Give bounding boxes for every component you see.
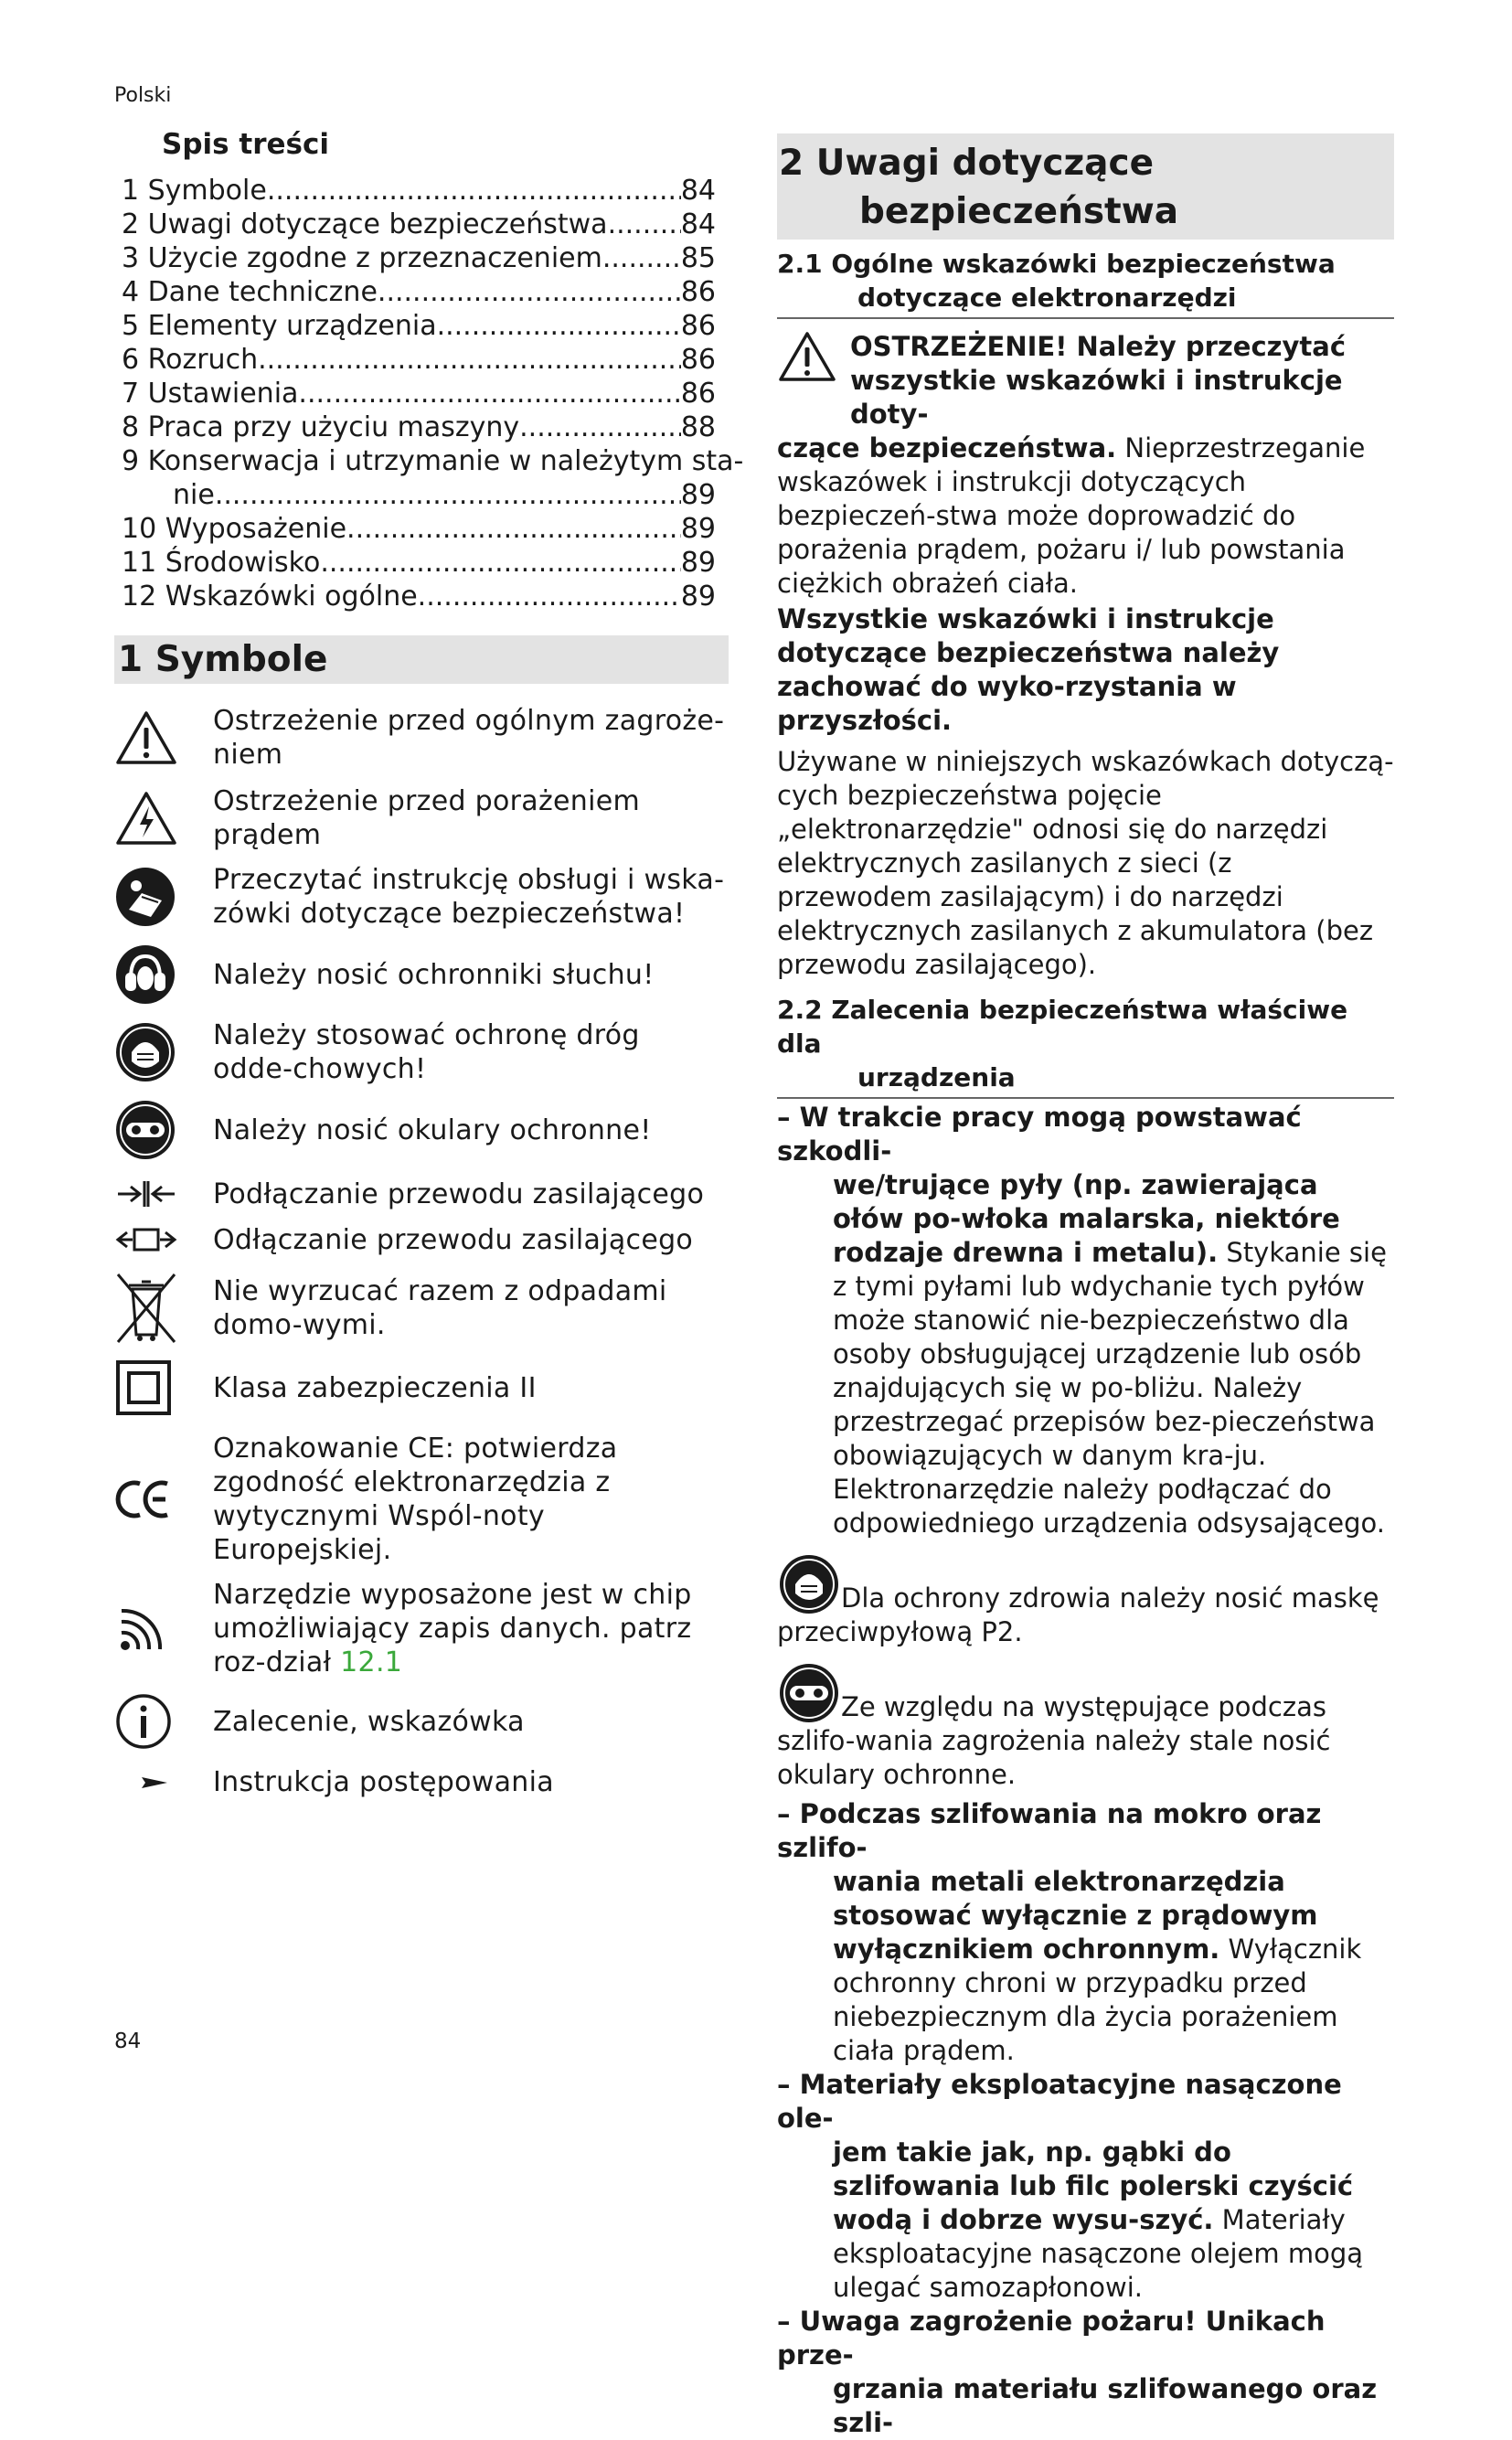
info-icon [114,1692,198,1751]
warning-triangle-icon [777,330,837,383]
toc-item [114,444,744,478]
toc-item-page: 86 [680,344,716,376]
chapter-reference-link[interactable]: 12.1 [340,1646,403,1678]
subheading-line: 2.1 Ogólne wskazówki bezpieczeństwa [777,249,1336,279]
toc-item-page: 89 [680,581,716,613]
toc-item [114,174,716,208]
toc-item-page: 86 [680,378,716,410]
bullet-bold: wania metali elektronarzędzia stosować wyłącznie z prądowym wyłącznikiem ochronnym. [833,1866,1318,1965]
mask-paragraph [777,1553,1394,1649]
symbol-description [213,1223,725,1257]
goggles-text: Ze względu na występujące podczas szlifo-wania zagrożenia należy stale nosić okulary ochronne. [777,1691,1331,1790]
rfid-chip-icon [114,1604,198,1655]
symbol-description [213,1765,725,1799]
toc-item [114,478,716,512]
symbol-item [114,1692,729,1751]
symbol-text: Zalecenie, wskazówka [213,1705,525,1738]
symbol-item [114,1221,729,1258]
toc-item-page: 88 [680,411,716,443]
section-heading-safety [777,133,1394,240]
symbol-list [114,704,729,1799]
toc-title: Spis treści [162,128,329,161]
warning-triangle-icon [114,709,198,766]
heading-line: bezpieczeństwa [859,191,1179,232]
keep-instructions: Wszystkie wskazówki i instrukcje dotyczące bezpieczeństwa należy zachować do wyko-rzystania w przyszłości. [777,603,1280,736]
toc-dot-leader [258,343,681,377]
toc-item-page: 84 [680,208,716,240]
page-number: 84 [114,2030,142,2053]
warning-text [777,432,1394,601]
symbol-description [213,1177,725,1211]
toc-item-page: 89 [680,547,716,579]
symbol-text: Oznakowanie CE: potwierdza zgodność elektronarzędzia z wytycznymi Wspól-noty Europejskiej. [213,1433,618,1566]
symbol-description [213,863,725,931]
symbol-text: Instrukcja postępowania [213,1766,554,1798]
toc-item-label: 5 Elementy urządzenia [122,310,437,342]
toc-dot-leader [346,512,681,546]
symbol-text: Przeczytać instrukcję obsługi i wska-zówki dotyczące bezpieczeństwa! [213,864,725,930]
toc-item-label: 3 Użycie zgodne z przeznaczeniem [122,242,602,274]
subheading-line: 2.2 Zalecenia bezpieczeństwa właściwe dla [777,995,1348,1059]
bullet-bold: – Materiały eksploatacyjne nasączone ole- [777,2069,1342,2134]
goggles-paragraph [777,1662,1394,1792]
toc-item [114,275,716,309]
toc-item-page: 89 [680,479,716,511]
bullet-oil-materials [777,2068,1394,2305]
subheading-line: dotyczące elektronarzędzi [857,282,1237,313]
bullet-fire-hazard [777,2305,1394,2440]
electric-shock-icon [114,790,198,847]
symbol-item [114,1578,729,1679]
symbol-description [213,784,725,852]
toc-item-page: 86 [680,276,716,308]
bullet-bold: jem takie jak, np. gąbki do szlifowania lub filc polerski czyścić wodą i dobrze wysu-szyć. [833,2136,1354,2235]
warning-text-part: Nieprzestrzeganie [1116,432,1366,463]
toc-item-label: 10 Wyposażenie [122,513,347,545]
symbol-text: Nie wyrzucać razem z odpadami domo-wymi. [213,1275,667,1341]
ce-mark-icon [114,1476,198,1522]
bullet-wet-grinding [777,1797,1394,2068]
warning-text-part: wskazówek i instrukcji dotyczących bezpieczeń-stwa może doprowadzić do porażenia prądem, pożaru i/ lub powstania ciężkich obrażeń ciała. [777,466,1346,599]
toc-dot-leader [437,309,681,343]
symbol-description [213,1113,725,1147]
toc-item-page: 84 [680,175,716,207]
bullet-bold: grzania materiału szlifowanego oraz szli- [833,2373,1378,2438]
toc-dot-leader [267,174,681,208]
bullet-bold: we/trujące pyły (np. zawierająca ołów po-włoka malarska, niektóre rodzaje drewna i metalu). [833,1169,1340,1268]
symbol-text: Odłączanie przewodu zasilającego [213,1223,694,1256]
toc-dot-leader [418,580,681,613]
toc-item-label: nie [173,479,215,511]
toc-item-label: 12 Wskazówki ogólne [122,581,418,613]
warning-line: OSTRZEŻENIE! Należy przeczytać [850,331,1347,362]
symbol-text: Podłączanie przewodu zasilającego [213,1177,705,1210]
section-heading-symbols: 1 Symbole [114,635,729,684]
definition-paragraph: Używane w niniejszych wskazówkach dotyczą-cych bezpieczeństwa pojęcie „elektronarzędzie" odnosi się do narzędzi elektrycznych zasilanych z sieci (z przewodem zasilającym) i do narzędzi elektrycznych zasilanych z akumulatora (bez przewodu zasilającego). [777,746,1394,980]
toc-item-page: 89 [680,513,716,545]
bullet-bold: – Uwaga zagrożenie pożaru! Unikach prze- [777,2306,1326,2371]
bullet-dust [777,1101,1394,1540]
toc-dot-leader [602,241,681,275]
symbol-item [114,704,729,772]
symbol-text: Narzędzie wyposażone jest w chip umożliwiający zapis danych. patrz roz-dział [213,1579,692,1678]
symbol-description [213,1018,725,1086]
bullet-text: Wyłącznik ochronny chroni w przypadku przed niebezpiecznym dla życia porażeniem ciała prądem. [833,1934,1362,2066]
toc-dot-leader [298,377,680,410]
toc-dot-leader [378,275,681,309]
plug-disconnect-icon [114,1221,198,1258]
toc-item [114,546,716,580]
symbol-item [114,1176,729,1212]
warning-block [777,330,1394,432]
symbol-text: Należy stosować ochronę dróg odde-chowych! [213,1019,640,1085]
toc-item-page: 85 [680,242,716,274]
toc-dot-leader [320,546,680,580]
respirator-icon [777,1553,841,1615]
warning-bold: czące bezpieczeństwa. [777,432,1117,463]
symbol-item [114,1432,729,1567]
toc-item-label: 4 Dane techniczne [122,276,378,308]
symbol-text: Ostrzeżenie przed porażeniem prądem [213,785,640,851]
symbol-item [114,784,729,852]
toc-item [114,580,716,613]
toc-item [114,377,716,410]
arrow-instruction-icon [114,1769,198,1796]
symbol-description [213,704,725,772]
symbol-description [213,1705,725,1739]
symbol-item [114,943,729,1006]
symbol-text: Należy nosić ochronniki słuchu! [213,958,655,991]
subheading-device-safety [777,993,1394,1099]
toc-dot-leader [519,410,681,444]
symbol-item [114,863,729,931]
toc-item [114,512,716,546]
toc-item [114,309,716,343]
symbol-description [213,1371,725,1405]
bullet-text: Stykanie się z tymi pyłami lub wdychanie tych pyłów może stanowić nie-bezpieczeństwo dla osoby obsługującej urządzenie lub osób znajdujących się w po-bliżu. Należy przestrzegać przepisów bez-pieczeństwa obowiązujących w danym kra-ju. Elektronarzędzie należy podłączać do odpowiedniego urządzenia odsysającego. [833,1237,1387,1539]
language-label: Polski [114,84,172,107]
toc-dot-leader [608,208,681,241]
toc-item-label: 11 Środowisko [122,547,321,579]
toc-item-label: 7 Ustawienia [122,378,299,410]
symbol-item [114,1099,729,1161]
toc-item-label: 6 Rozruch [122,344,259,376]
symbol-text: Klasa zabezpieczenia II [213,1371,537,1404]
crossed-bin-icon [114,1271,198,1346]
table-of-contents [114,174,744,613]
ear-protection-icon [114,943,198,1006]
safety-goggles-icon [114,1099,198,1161]
symbol-description [213,1432,725,1567]
toc-item-label: 9 Konserwacja i utrzymanie w należytym sta- [122,445,744,477]
toc-item [114,343,716,377]
symbol-text: Należy nosić okulary ochronne! [213,1113,652,1146]
symbol-item [114,1359,729,1417]
toc-dot-leader [215,478,681,512]
left-column [114,128,744,1799]
toc-item [114,208,716,241]
warning-heading [850,330,1394,432]
respirator-icon [114,1021,198,1083]
toc-item-label: 1 Symbole [122,175,267,207]
symbol-text: Ostrzeżenie przed ogólnym zagroże-niem [213,705,725,771]
safety-goggles-icon [777,1662,841,1724]
right-column [777,133,1394,2440]
read-manual-icon [114,866,198,928]
symbol-item [114,1765,729,1799]
bullet-bold: – Podczas szlifowania na mokro oraz szlifo- [777,1798,1322,1863]
toc-item-label: 8 Praca przy użyciu maszyny [122,411,520,443]
toc-item [114,410,716,444]
symbol-description [213,958,725,992]
heading-line: 2 Uwagi dotyczące [779,143,1155,184]
toc-item-label: 2 Uwagi dotyczące bezpieczeństwa [122,208,608,240]
subheading-general-safety [777,247,1394,319]
toc-item [114,241,716,275]
bullet-bold: – W trakcie pracy mogą powstawać szkodli- [777,1102,1302,1167]
warning-line: wszystkie wskazówki i instrukcje doty- [850,365,1343,430]
plug-connect-icon [114,1176,198,1212]
mask-text: Dla ochrony zdrowia należy nosić maskę przeciwpyłową P2. [777,1582,1379,1647]
toc-item-page: 86 [680,310,716,342]
bullet-text: Materiały eksploatacyjne nasączone olejem mogą ulegać samozapłonowi. [833,2204,1364,2303]
symbol-item [114,1271,729,1346]
subheading-line: urządzenia [857,1062,1016,1092]
symbol-description [213,1274,725,1342]
symbol-description [213,1578,725,1679]
class-ii-icon [114,1359,198,1417]
symbol-item [114,1018,729,1086]
